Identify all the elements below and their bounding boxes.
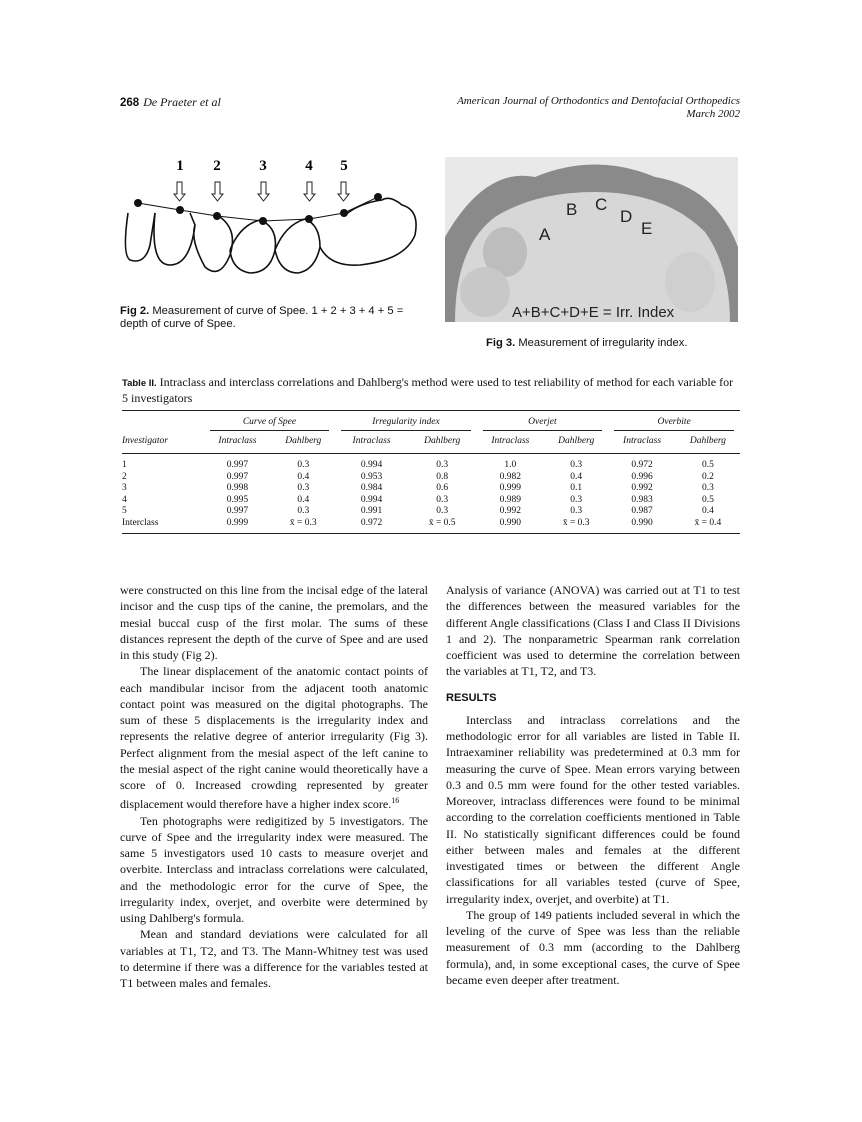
table-cell: 0.2	[701, 471, 714, 482]
section-heading: RESULTS	[446, 691, 497, 704]
paragraph: The linear displacement of the anatomic contact points of each mandibular incisor from the adjacent tooth anatomic contact point was measured on the digital photographs. The sum of these 5 displacements is the irregularity index and represents the relative degree of anterior irregularity (Fig 3). Perfect alignment from the mesial aspect of the left canine to the mesial aspect of the right canine would theoretically have a score of 0. Increased crowding represented by greater displacement would therefore have a higher index score.$^{16}$	[120, 664, 428, 812]
table-cell: 0.991	[360, 506, 383, 516]
table-row	[122, 483, 740, 495]
paragraph: The group of 149 patients included several in which the leveling of the curve of Spee was less than the reliable measurement of 0.3 mm (according to the Dahlberg formula), and, in some exceptional cases, the curve of Spee became even deeper after treatment.	[446, 907, 740, 987]
table-cell: 0.5	[701, 494, 714, 505]
column-header: Intraclass	[335, 433, 407, 454]
fig2-label: 2	[213, 158, 221, 174]
reliability-table	[122, 410, 740, 534]
table-cell: 0.992	[631, 483, 653, 493]
table-cell: 0.998	[226, 483, 249, 493]
table-cell: 0.997	[226, 506, 249, 516]
table-cell: 0.4	[701, 506, 714, 516]
table-cell: 0.994	[360, 460, 383, 470]
journal-name: American Journal of Orthodontics and Dentofacial Orthopedics	[457, 95, 740, 107]
table-cell: x̄ = 0.5	[428, 517, 456, 528]
column-header: Intraclass	[204, 433, 272, 454]
table-cell: 0.996	[631, 471, 653, 482]
table-cell: 4	[122, 494, 127, 505]
table-cell: 0.4	[297, 494, 310, 505]
group-header: Irregularity index	[341, 417, 470, 431]
column-header: Dahlberg	[408, 433, 477, 454]
table-cell: 0.995	[226, 494, 249, 505]
authors: De Praeter et al	[143, 95, 221, 109]
fig2-label: 1	[176, 158, 184, 174]
table-cell: 0.953	[360, 471, 383, 482]
table-caption: Table II. Intraclass and interclass correlations and Dahlberg's method were used to test reliability of method for each variable for 5 investigators	[122, 375, 734, 405]
paragraph: were constructed on this line from the incisal edge of the lateral incisor and the cusp tips of the canine, the premolars, and the mesial buccal cusp of the first molar. The sums of these distances represent the depth of the curve of Spee and are used in this study (Fig 2).	[120, 583, 428, 662]
table-cell: 0.3	[570, 460, 583, 470]
table-cell: 0.3	[297, 506, 310, 516]
column-header: Intraclass	[608, 433, 676, 454]
table-row	[122, 506, 740, 518]
paragraph: Analysis of variance (ANOVA) was carried out at T1 to test the differences between the measured variables for the different Angle classifications (Class I and Class II Divisions 1 and 2). The nonparametric Spearman rank correlation coefficient was used to determine the correlation between the variables at T1, T2, and T3.	[446, 583, 740, 679]
table-cell: 0.999	[226, 517, 249, 528]
running-header-right	[457, 95, 740, 121]
table-row	[122, 495, 740, 507]
table-cell: 0.3	[436, 494, 449, 505]
table-cell: 5	[122, 506, 127, 516]
fig3-overlay-text: A+B+C+D+E = Irr. Index	[512, 304, 675, 321]
paragraph: Ten photographs were redigitized by 5 investigators. The curve of Spee and the irregularity index were measured. The same 5 investigators used 10 casts to measure overjet and overbite. Interclass and intraclass correlations were calculated, and the methodologic error for the curve of Spee, the irregularity index, overjet, and overbite were determined by using Dahlberg's formula.	[120, 813, 428, 925]
table-cell: x̄ = 0.4	[694, 517, 722, 528]
column-header: Intraclass	[477, 433, 545, 454]
column-header: Dahlberg	[271, 433, 335, 454]
table-cell: 0.3	[570, 494, 583, 505]
table-cell: 0.999	[499, 483, 522, 493]
table-cell: 0.3	[436, 506, 449, 516]
fig2-tooth-diagram	[120, 155, 420, 275]
fig3-letter: A	[539, 225, 551, 244]
table-cell: 0.4	[297, 471, 310, 482]
column-header: Dahlberg	[676, 433, 740, 454]
table-cell: 2	[122, 471, 127, 482]
table-cell: 0.990	[631, 517, 653, 528]
table-cell: 1.0	[504, 460, 517, 470]
left-column	[120, 582, 428, 991]
table-cell: 0.3	[297, 483, 310, 493]
fig3-dental-cast-photo	[445, 157, 738, 322]
reference: 16	[391, 796, 400, 806]
table-cell: 0.982	[499, 471, 522, 482]
fig3-caption: Fig 3. Measurement of irregularity index.	[486, 337, 688, 349]
table-cell: 0.994	[360, 494, 383, 505]
fig2-label: 4	[305, 158, 313, 174]
table-cell: 0.3	[701, 483, 714, 493]
table-cell: 1	[122, 460, 127, 470]
table-cell: 0.972	[631, 460, 653, 470]
table-row	[122, 454, 740, 472]
table-cell: Interclass	[122, 517, 159, 528]
table-row	[122, 518, 740, 534]
table-cell: 0.5	[701, 460, 714, 470]
table-cell: 0.984	[360, 483, 383, 493]
table-cell: 0.6	[436, 483, 449, 493]
fig3-letter: D	[620, 207, 633, 226]
fig2-label: 5	[340, 158, 348, 174]
table-cell: x̄ = 0.3	[562, 517, 590, 528]
table-cell: 0.3	[297, 460, 310, 470]
arrow-icons	[174, 182, 349, 201]
table-row	[122, 472, 740, 484]
paragraph: Mean and standard deviations were calculated for all variables at T1, T2, and T3. The Mann-Whitney test was used to determine if there was a difference for the variables tested at T1 between males and females.	[120, 927, 428, 990]
table-cell: 0.989	[499, 494, 522, 505]
column-header: Investigator	[122, 433, 204, 454]
page-number: 268	[120, 97, 140, 109]
table-cell: 0.983	[631, 494, 653, 505]
fig3-letter: B	[566, 200, 578, 219]
group-header: Overjet	[483, 417, 603, 431]
right-column	[446, 582, 740, 988]
table-cell: 0.992	[499, 506, 522, 516]
table-cell: 0.3	[436, 460, 449, 470]
fig2-caption: Fig 2. Measurement of curve of Spee. 1 + 2 + 3 + 4 + 5 = depth of curve of Spee.	[120, 305, 404, 330]
issue-date: March 2002	[686, 108, 740, 120]
table-cell: 0.8	[436, 471, 449, 482]
table-cell: x̄ = 0.3	[289, 517, 317, 528]
table-cell: 0.997	[226, 460, 249, 470]
group-header: Overbite	[614, 417, 734, 431]
table-cell: 3	[122, 483, 127, 493]
column-header: Dahlberg	[544, 433, 608, 454]
fig3-letter: E	[641, 219, 653, 238]
table-cell: 0.997	[226, 471, 249, 482]
table-cell: 0.1	[570, 483, 583, 493]
group-header: Curve of Spee	[210, 417, 330, 431]
paragraph: Interclass and intraclass correlations and the methodologic error for all variables are listed in Table II. Intraexaminer reliability was predetermined at 0.3 mm for measuring the curve of Spee. Mean errors varying between 0.3 and 0.5 mm were found for the other tested variables. Moreover, intraclass differences were found to be minimal according to the correlation coefficients mentioned in Table II. No statistically significant differences could be found either between males and females at the different investigated times or between the different Angle classifications for all variables tested (curve of Spee, irregularity index, overjet, and overbite) at T1.	[446, 712, 740, 906]
fig3-letter: C	[595, 195, 608, 214]
table-cell: 0.3	[570, 506, 583, 516]
table-cell: 0.972	[360, 517, 383, 528]
table-cell: 0.990	[499, 517, 522, 528]
table-cell: 0.4	[570, 471, 583, 482]
running-header-left	[120, 95, 221, 110]
table-cell: 0.987	[631, 506, 653, 516]
fig2-label: 3	[259, 158, 267, 174]
